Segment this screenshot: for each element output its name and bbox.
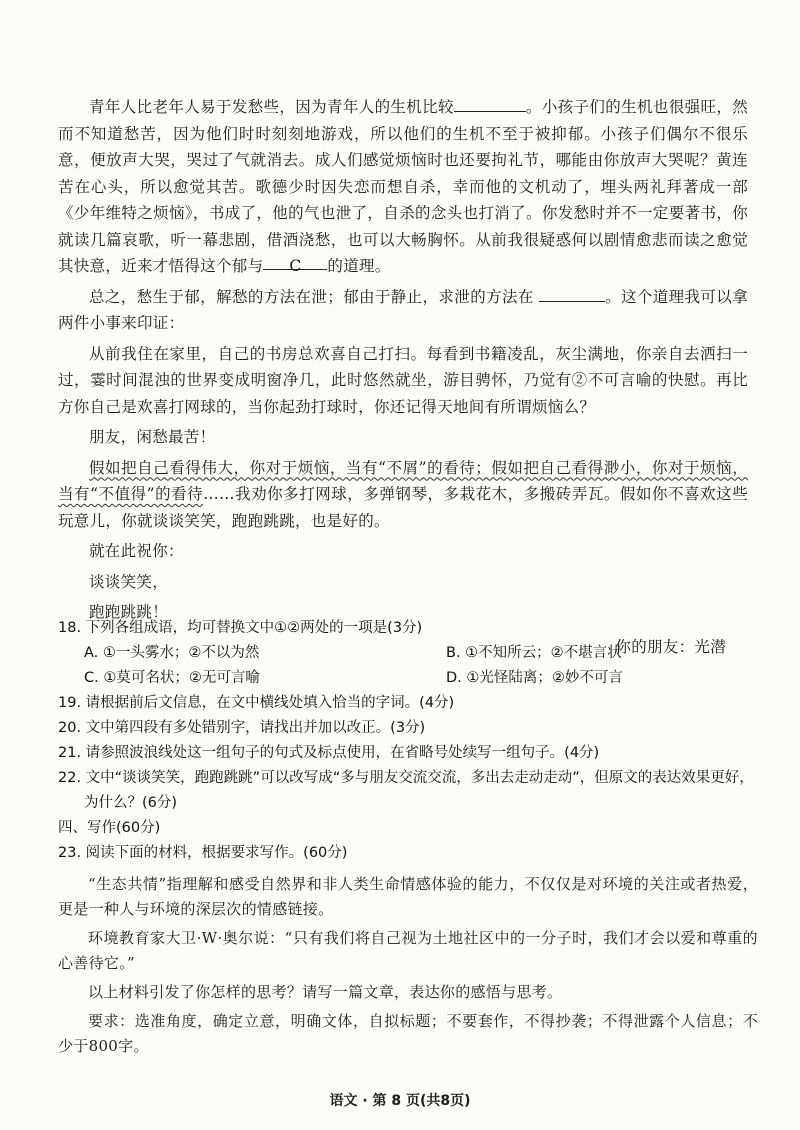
signature: 你的朋友：光潜 [615,637,726,656]
passage-text: 的道理。 [327,257,391,275]
wavy-underlined-sentences: 假如把自己看得伟大，你对于烦恼，当有“不屑”的看待；假如把自己看得渺小，你对于烦恼，当有“不值得”的看待 [58,458,748,503]
question-22: 22. 文中“谈谈笑笑，跑跑跳跳”可以改写成“多与朋友交流交流，多出去走动走动”，但原文的表达效果更好，为什么？(6分) [58,770,754,811]
question-18: 18. 下列各组成语，均可替换文中①②两处的一项是(3分) [58,620,423,636]
material-paragraph-1: “生态共情”指理解和感受自然界和非人类生命情感体验的能力，不仅仅是对环境的关注或者热爱，更是一种人与环境的深层次的情感链接。 [58,875,758,918]
reading-passage [58,94,748,660]
fill-blank-3 [539,285,605,302]
passage-paragraph-1 [58,94,748,280]
closing-line-1: 就在此祝你： [89,542,184,560]
passage-text: 。小孩子们的生机也很强旺，然而不知道愁苦，因为他们时时刻刻地游戏，所以他们的生机不至于被抑郁。小孩子们偶尔不很乐意，便放声大哭，哭过了气就消去。成人们感觉烦恼时也还要拘礼节，哪能由你放声大哭呢？黄连苦在心头，所以愈觉其苦。歌德少时因失恋而想自杀，幸而他的文机动了，埋头两礼拜著成一部《少年维特之烦恼》，书成了，他的气也泄了，自杀的念头也打消了。你发愁时并不一定要著书，你就读几篇哀歌，听一幕悲剧，借酒浇愁，也可以大畅胸怀。从前我很疑惑何以剧情愈悲而读之愈觉其快意，近来才悟得这个郁与 [58,98,748,275]
question-21: 21. 请参照波浪线处这一组句子的句式及标点使用，在省略号处续写一组句子。(4分) [58,745,600,761]
passage-paragraph-4: 朋友，闲愁最苦！ [89,428,216,446]
closing-line-3: 跑跑跳跳！ [89,603,169,621]
section-4-heading: 四、写作(60分) [58,820,161,836]
option-c: C. ①莫可名状；②无可言喻 [84,670,260,686]
material-paragraph-2: 环境教育家大卫·W·奥尔说：“只有我们将自己视为土地社区中的一分子时，我们才会以爱和尊重的心善待它。” [58,929,758,972]
passage-text: ……我劝你多打网球，多弹钢琴，多栽花木，多搬砖弄瓦。假如你不喜欢这些玩意儿，你就谈谈笑笑，跑跑跳跳，也是好的。 [58,485,748,530]
fill-blank-2 [263,253,327,275]
passage-text: 总之，愁生于郁，解愁的方法在泄；郁由于静止，求泄的方法在 [89,287,534,306]
option-a: A. ①一头雾水；②不以为然 [84,645,260,661]
material-paragraph-3: 以上材料引发了你怎样的思考？请写一篇文章，表达你的感悟与思考。 [88,983,563,1001]
passage-text: 青年人比老年人易于发愁些，因为青年人的生机比较 [89,98,454,116]
question-23: 23. 阅读下面的材料，根据要求写作。(60分) [58,845,348,861]
passage-paragraph-2 [58,284,748,337]
question-18-options [58,641,768,691]
question-20: 20. 文中第四段有多处错别字，请找出并加以改正。(3分) [58,720,426,736]
passage-paragraph-5 [58,455,748,535]
passage-text: 。这个道理我可以拿两件小事来印证： [58,287,748,332]
option-d: D. ①光怪陆离；②妙不可言 [446,670,623,686]
passage-paragraph-3: 从前我住在家里，自己的书房总欢喜自己打扫。每看到书籍凌乱，灰尘满地，你亲自去洒扫一过，霎时间混浊的世界变成明窗净几，此时悠然就坐，游目骋怀，乃觉有②不可言喻的快慰。再比方你自己是欢喜打网球的，当你起劲打球时，你还记得天地间有所谓烦恼么？ [58,344,748,416]
writing-material [58,872,758,1059]
fill-blank-1 [454,95,526,112]
blank-handwritten-mark: C [289,257,302,275]
page-footer: 语文 · 第 8 页(共8页) [329,1093,471,1109]
writing-requirements: 要求：选准角度，确定立意，明确文体，自拟标题；不要套作，不得抄袭；不得泄露个人信息；不少于800字。 [58,1012,758,1055]
closing-line-2: 谈谈笑笑， [89,572,169,591]
option-b: B. ①不知所云；②不堪言状 [446,645,622,661]
question-block [58,616,768,866]
question-19: 19. 请根据前后文信息，在文中横线处填入恰当的字词。(4分) [58,695,455,711]
